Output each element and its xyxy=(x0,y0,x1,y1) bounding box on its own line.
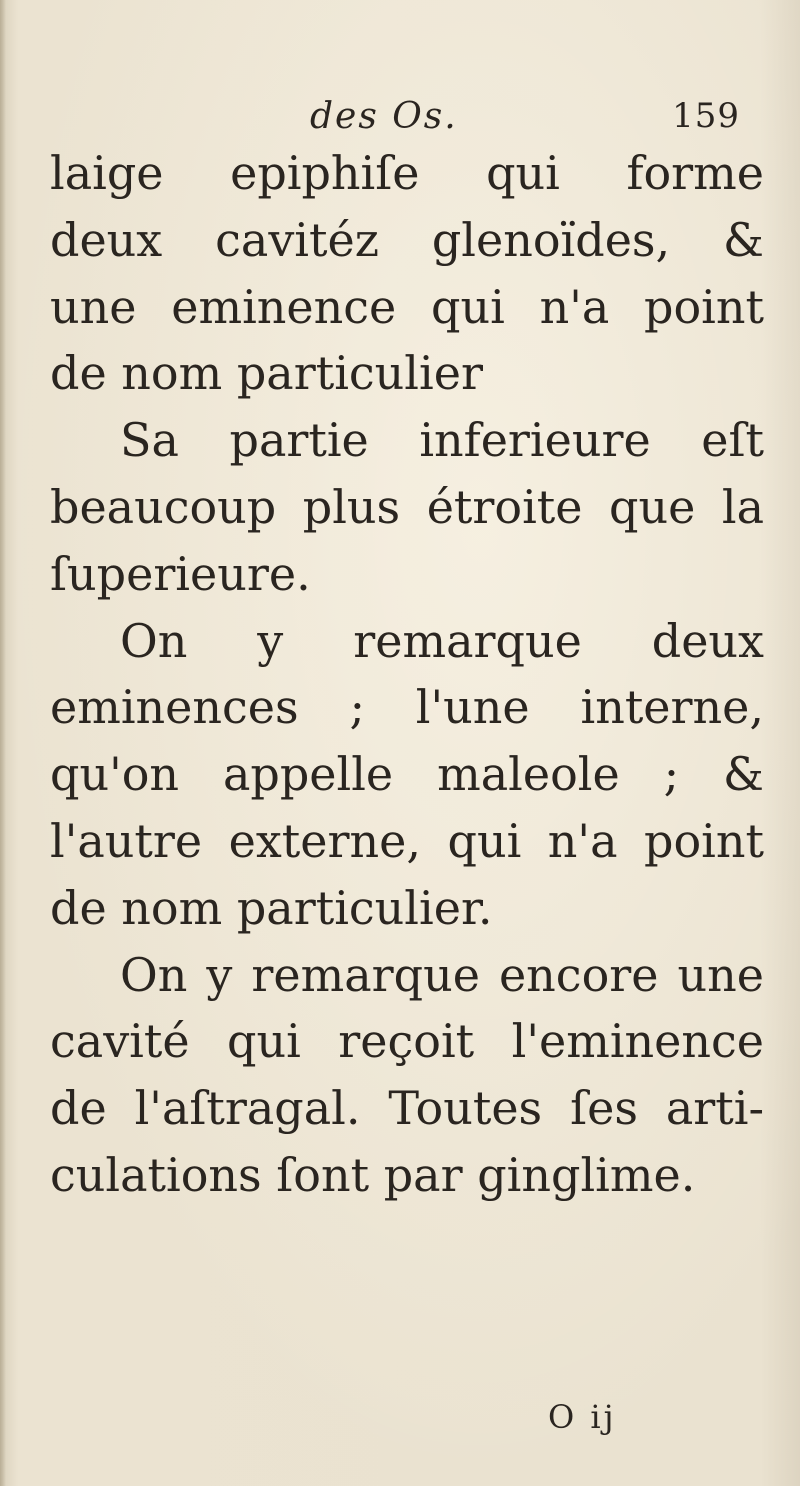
paragraph-start-line: On y remarque encore une xyxy=(120,947,764,1002)
text-line: de l'aſtragal. Toutes ſes arti- xyxy=(50,1081,764,1136)
text-line: une eminence qui n'a point xyxy=(50,279,764,334)
running-head: des Os. xyxy=(310,96,458,137)
text-line: deux cavitéz glenoïdes, & xyxy=(50,212,764,267)
text-line: l'autre externe, qui n'a point xyxy=(50,813,764,868)
text-line: ſuperieure. xyxy=(50,546,311,601)
signature-mark: O ij xyxy=(548,1398,617,1436)
text-line: beaucoup plus étroite que la xyxy=(50,479,764,534)
paragraph-start-line: On y remarque deux xyxy=(120,613,764,668)
text-line: eminences ; l'une interne, xyxy=(50,680,764,735)
text-line: de nom particulier. xyxy=(50,880,493,935)
page-number: 159 xyxy=(672,96,740,136)
text-line: qu'on appelle maleole ; & xyxy=(50,747,764,802)
page-left-edge xyxy=(0,0,6,1486)
text-line: culations ſont par ginglime. xyxy=(50,1147,696,1202)
text-line: cavité qui reçoit l'eminence xyxy=(50,1014,764,1069)
page-header xyxy=(0,96,800,146)
text-line: de nom particulier xyxy=(50,346,483,401)
body-text xyxy=(50,140,764,1209)
text-line: laige epiphiſe qui forme xyxy=(50,146,764,200)
paragraph-start-line: Sa partie inferieure eſt xyxy=(120,413,764,468)
